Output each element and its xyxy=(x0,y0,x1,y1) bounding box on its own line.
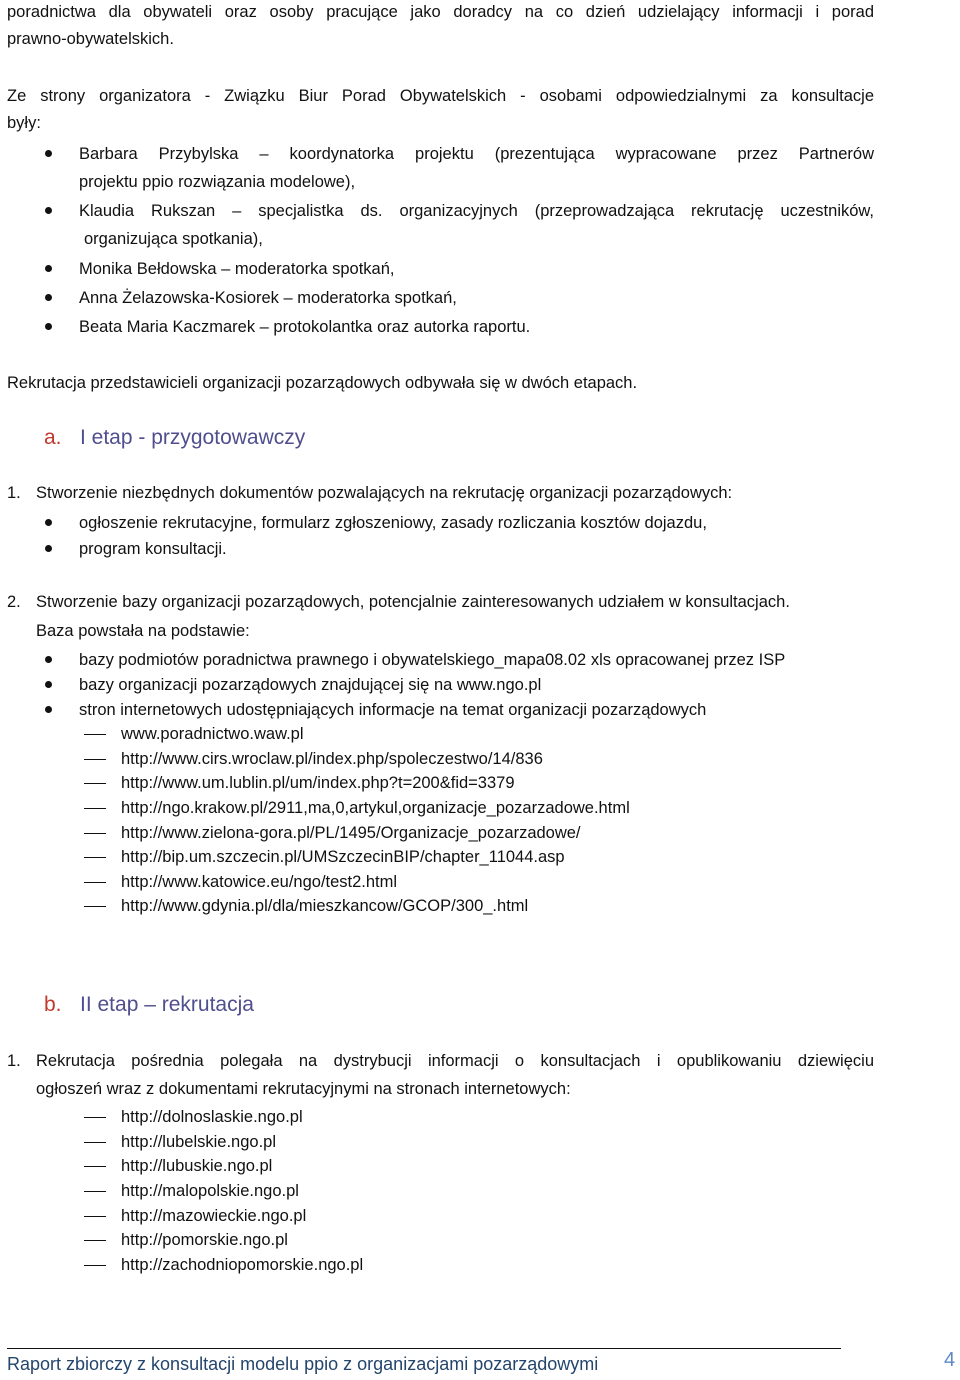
dash-icon xyxy=(84,857,106,858)
stage-a-step-2-num: 2. xyxy=(7,593,21,611)
stage-a-step-1-bullet-1: ogłoszenie rekrutacyjne, formularz zgłoszeniowy, zasady rozliczania kosztów dojazdu, xyxy=(79,514,707,532)
stage-b-title: II etap – rekrutacja xyxy=(80,993,254,1016)
stage-a-link-2: http://www.cirs.wroclaw.pl/index.php/spoleczestwo/14/836 xyxy=(121,750,543,768)
stage-a-title: I etap - przygotowawczy xyxy=(80,426,306,449)
dash-icon xyxy=(84,1191,106,1192)
bullet-icon xyxy=(45,656,52,663)
recruitment-intro: Rekrutacja przedstawicieli organizacji pozarządowych odbywała się w dwóch etapach. xyxy=(7,374,638,392)
organizer-item-2-line-1: Klaudia Rukszan – specjalistka ds. organizacyjnych (przeprowadzająca rekrutację uczestników, xyxy=(79,202,874,220)
stage-a-step-1-bullet-2: program konsultacji. xyxy=(79,540,227,558)
stage-a-step-1-num: 1. xyxy=(7,484,21,502)
dash-icon xyxy=(84,833,106,834)
stage-a-letter: a. xyxy=(44,426,62,449)
stage-b-link-5: http://mazowieckie.ngo.pl xyxy=(121,1207,307,1225)
stage-a-step-2-bullet-1: bazy podmiotów poradnictwa prawnego i obywatelskiego_mapa08.02 xls opracowanej przez ISP xyxy=(79,651,786,669)
stage-b-step-1-num: 1. xyxy=(7,1052,21,1070)
stage-a-link-3: http://www.um.lublin.pl/um/index.php?t=200&fid=3379 xyxy=(121,774,515,792)
bullet-icon xyxy=(45,150,52,157)
stage-b-letter: b. xyxy=(44,993,62,1016)
organizer-item-5: Beata Maria Kaczmarek – protokolantka oraz autorka raportu. xyxy=(79,318,531,336)
organizer-item-1-line-2: projektu ppio rozwiązania modelowe), xyxy=(79,173,356,191)
intro-line-1: poradnictwa dla obywateli oraz osoby pracujące jako doradcy na co dzień udzielający informacji i porad xyxy=(7,3,874,21)
stage-a-step-2-bullet-2: bazy organizacji pozarządowych znajdującej się na www.ngo.pl xyxy=(79,676,542,694)
stage-b-step-1-line-1: Rekrutacja pośrednia polegała na dystrybucji informacji o konsultacjach i opublikowaniu dziewięciu xyxy=(36,1052,874,1070)
stage-a-link-7: http://www.katowice.eu/ngo/test2.html xyxy=(121,873,398,891)
bullet-icon xyxy=(45,681,52,688)
stage-a-link-5: http://www.zielona-gora.pl/PL/1495/Organizacje_pozarzadowe/ xyxy=(121,824,581,842)
dash-icon xyxy=(84,1142,106,1143)
stage-b-link-3: http://lubuskie.ngo.pl xyxy=(121,1157,273,1175)
bullet-icon xyxy=(45,545,52,552)
organizers-line-1: Ze strony organizatora - Związku Biur Porad Obywatelskich - osobami odpowiedzialnymi za konsultacje xyxy=(7,87,874,105)
stage-b-step-1-line-2: ogłoszeń wraz z dokumentami rekrutacyjnymi na stronach internetowych: xyxy=(36,1080,571,1098)
stage-a-step-1-text: Stworzenie niezbędnych dokumentów pozwalających na rekrutację organizacji pozarządowych: xyxy=(36,484,733,502)
bullet-icon xyxy=(45,519,52,526)
page-number: 4 xyxy=(944,1349,956,1371)
dash-icon xyxy=(84,808,106,809)
organizer-item-1-line-1: Barbara Przybylska – koordynatorka projektu (prezentująca wypracowane przez Partnerów xyxy=(79,145,874,163)
dash-icon xyxy=(84,1166,106,1167)
stage-a-step-2-bullet-3: stron internetowych udostępniających informacje na temat organizacji pozarządowych xyxy=(79,701,707,719)
dash-icon xyxy=(84,882,106,883)
stage-b-link-7: http://zachodniopomorskie.ngo.pl xyxy=(121,1256,364,1274)
organizer-item-2-line-2: organizująca spotkania), xyxy=(84,230,263,248)
dash-icon xyxy=(84,1240,106,1241)
dash-icon xyxy=(84,783,106,784)
stage-a-step-2-text-2: Baza powstała na podstawie: xyxy=(36,622,250,640)
stage-a-link-6: http://bip.um.szczecin.pl/UMSzczecinBIP/chapter_11044.asp xyxy=(121,848,565,866)
intro-line-2: prawno-obywatelskich. xyxy=(7,30,174,48)
stage-a-link-4: http://ngo.krakow.pl/2911,ma,0,artykul,organizacje_pozarzadowe.html xyxy=(121,799,630,817)
stage-a-link-8: http://www.gdynia.pl/dla/mieszkancow/GCOP/300_.html xyxy=(121,897,529,915)
dash-icon xyxy=(84,734,106,735)
bullet-icon xyxy=(45,265,52,272)
organizer-item-3: Monika Bełdowska – moderatorka spotkań, xyxy=(79,260,395,278)
footer-divider xyxy=(7,1348,841,1349)
dash-icon xyxy=(84,1265,106,1266)
organizers-line-2: były: xyxy=(7,114,41,132)
stage-a-step-2-text: Stworzenie bazy organizacji pozarządowych, potencjalnie zainteresowanych udziałem w konsultacjach. xyxy=(36,593,790,611)
footer-title: Raport zbiorczy z konsultacji modelu ppio z organizacjami pozarządowymi xyxy=(7,1354,599,1374)
dash-icon xyxy=(84,1117,106,1118)
stage-a-link-1: www.poradnictwo.waw.pl xyxy=(121,725,304,743)
stage-b-link-4: http://malopolskie.ngo.pl xyxy=(121,1182,299,1200)
dash-icon xyxy=(84,759,106,760)
bullet-icon xyxy=(45,323,52,330)
dash-icon xyxy=(84,1216,106,1217)
stage-b-link-2: http://lubelskie.ngo.pl xyxy=(121,1133,277,1151)
bullet-icon xyxy=(45,706,52,713)
bullet-icon xyxy=(45,294,52,301)
stage-b-link-6: http://pomorskie.ngo.pl xyxy=(121,1231,288,1249)
stage-b-link-1: http://dolnoslaskie.ngo.pl xyxy=(121,1108,303,1126)
bullet-icon xyxy=(45,207,52,214)
dash-icon xyxy=(84,906,106,907)
organizer-item-4: Anna Żelazowska-Kosiorek – moderatorka spotkań, xyxy=(79,289,457,307)
